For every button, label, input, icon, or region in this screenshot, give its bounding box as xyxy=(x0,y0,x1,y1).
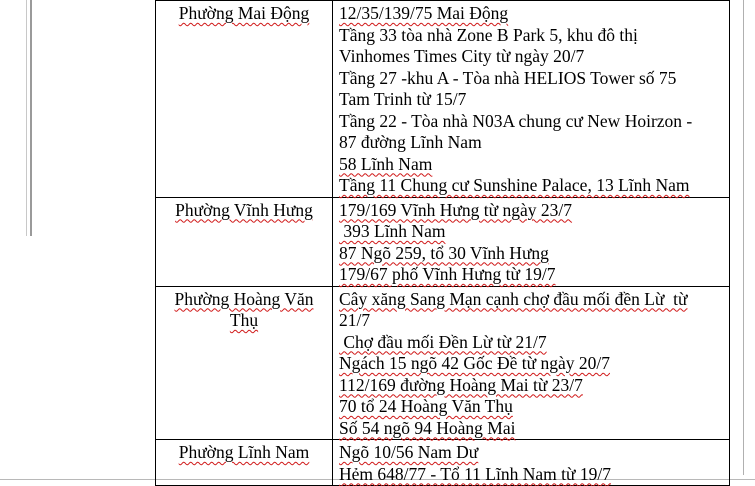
address-line: 87 Ngõ 259, tổ 30 Vĩnh Hưng xyxy=(339,242,549,263)
address-cell[interactable] xyxy=(333,1,730,198)
address-line: Ngách 15 ngõ 42 Gốc Đề từ ngày 20/7 xyxy=(339,353,610,373)
address-line: Tầng 11 Chung cư Sunshine Palace, 13 Lĩnh Nam xyxy=(339,175,690,195)
address-cell[interactable] xyxy=(333,197,730,286)
ward-cell[interactable] xyxy=(156,197,333,286)
ward-name-continued: Thụ xyxy=(229,310,259,330)
ward-cell[interactable] xyxy=(156,286,333,440)
address-cell[interactable] xyxy=(333,286,730,440)
ward-address-table xyxy=(155,0,730,486)
ward-name: Phường Vĩnh Hưng xyxy=(175,199,313,220)
address-line: 179/169 Vĩnh Hưng từ ngày 23/7 xyxy=(339,199,573,220)
address-cell[interactable] xyxy=(333,440,730,486)
address-line: Tầng 33 tòa nhà Zone B Park 5, khu đô thị xyxy=(339,24,638,45)
address-line: Cây xăng Sang Mạn cạnh chợ đầu mối đền Lừ từ xyxy=(339,288,688,309)
page-right-edge xyxy=(743,0,744,475)
address-line: 112/169 đường Hoàng Mai từ 23/7 xyxy=(339,374,583,395)
page-margin-marker xyxy=(30,0,32,236)
address-line: Số 54 ngõ 94 Hoàng Mai xyxy=(339,417,516,438)
address-line: Tầng 27 -khu A - Tòa nhà HELIOS Tower số 75 xyxy=(339,67,677,88)
address-line: 58 Lĩnh Nam xyxy=(339,153,433,174)
table-row xyxy=(156,1,730,198)
ward-cell[interactable] xyxy=(156,1,333,198)
table-row xyxy=(156,286,730,440)
address-line: 21/7 xyxy=(339,310,371,330)
address-line: Tam Trinh từ 15/7 xyxy=(339,89,467,109)
ward-name: Phường Mai Động xyxy=(178,3,310,23)
ward-cell[interactable] xyxy=(156,440,333,486)
address-line: Chợ đầu mối Đền Lừ từ 21/7 xyxy=(339,331,547,352)
address-line: Ngõ 10/56 Nam Dư xyxy=(339,442,479,462)
address-line: 12/35/139/75 Mai Động xyxy=(339,3,509,23)
address-line: 87 đường Lĩnh Nam xyxy=(339,132,482,152)
address-line: 179/67 phố Vĩnh Hưng từ 19/7 xyxy=(339,264,556,284)
address-line: 393 Lĩnh Nam xyxy=(339,221,446,241)
table-row xyxy=(156,440,730,486)
page-margin-guide xyxy=(26,0,27,236)
table-row xyxy=(156,197,730,286)
address-line: 70 tổ 24 Hoàng Văn Thụ xyxy=(339,396,513,416)
address-line: Tầng 22 - Tòa nhà N03A chung cư New Hoirzon - xyxy=(339,110,693,131)
ward-name: Phường Lĩnh Nam xyxy=(178,442,310,462)
ward-name: Phường Hoàng Văn xyxy=(174,288,314,309)
address-line: Hẻm 648/77 - Tổ 11 Lĩnh Nam từ 19/7 xyxy=(339,463,611,484)
address-line: Vinhomes Times City từ ngày 20/7 xyxy=(339,46,585,66)
